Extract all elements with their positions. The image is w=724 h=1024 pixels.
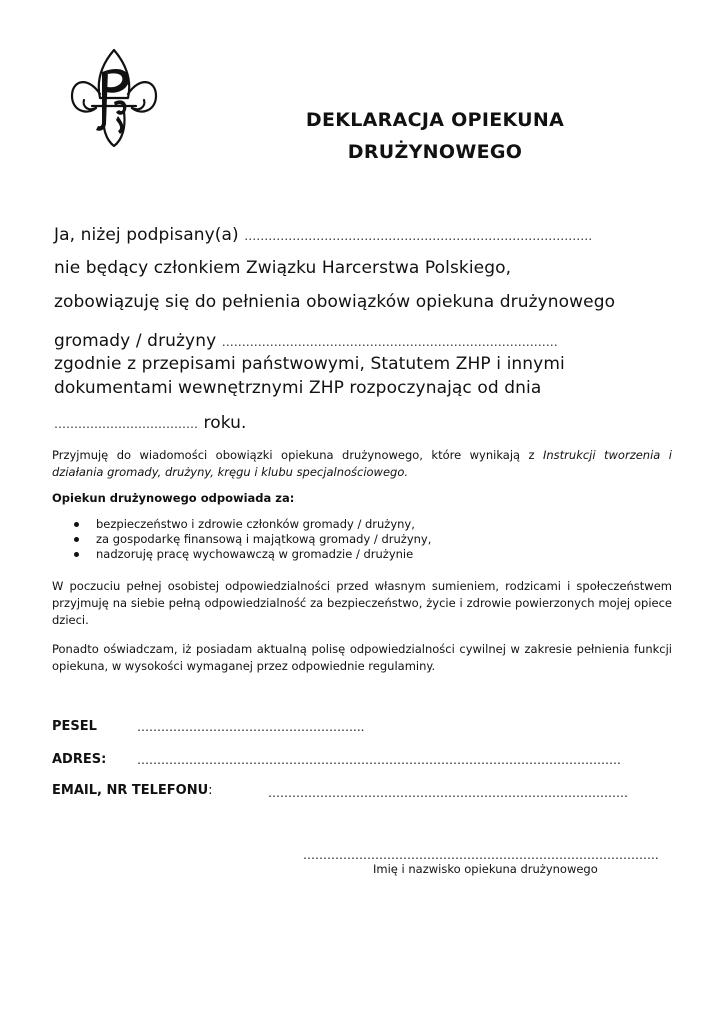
instruction-title: Instrukcji tworzenia i działania gromady, drużyny, kręgu i klubu specjalnościowego.: [52, 448, 672, 479]
responsibility-heading: Opiekun drużynowego odpowiada za:: [52, 491, 295, 505]
signature-caption: Imię i nazwisko opiekuna drużynowego: [373, 862, 598, 876]
zhp-logo: [66, 46, 162, 150]
acceptance-paragraph: [52, 447, 672, 481]
contact-label: EMAIL, NR TELEFONU:: [52, 783, 213, 798]
unit-dotted-line: …………………………………………………………………………: [221, 335, 558, 349]
declaration-line-name: [54, 225, 592, 245]
date-dotted-line: ………………………………: [54, 417, 198, 431]
pesel-field[interactable]: ………………………………………………...: [137, 720, 365, 734]
list-item: za gospodarkę finansową i majątkową gromady / drużyny,: [72, 532, 431, 547]
bullet-icon: [74, 522, 79, 527]
declaration-line-unit: [54, 331, 558, 351]
declaration-line-nonmember: nie będący członkiem Związku Harcerstwa Polskiego,: [54, 258, 512, 278]
name-dotted-line: ……………………………………………………………………………: [244, 229, 593, 243]
list-item: bezpieczeństwo i zdrowie członków gromady / drużyny,: [72, 517, 431, 532]
declaration-line-date: [54, 413, 247, 433]
declaration-line-commitment: zobowiązuję się do pełnienia obowiązków opiekuna drużynowego: [54, 292, 616, 312]
bullet-icon: [74, 537, 79, 542]
insurance-paragraph: Ponadto oświadczam, iż posiadam aktualną polisę odpowiedzialności cywilnej w zakresie pełnienia funkcji opiekuna, w wysokości wymaganej przez odpowiednie regulaminy.: [52, 642, 672, 673]
pesel-label: PESEL: [52, 719, 97, 734]
list-item: nadzoruję pracę wychowawczą w gromadzie / drużynie: [72, 547, 431, 562]
address-field[interactable]: ………………………………………………………………………………………………………….: [137, 753, 621, 767]
contact-field[interactable]: ………………………………………………………………………………: [268, 786, 628, 800]
signature-line[interactable]: ……………………………………………………………………………..: [303, 848, 659, 862]
document-title-line2: DRUŻYNOWEGO: [347, 141, 523, 163]
date-suffix: roku.: [198, 413, 247, 433]
acceptance-text: Przyjmuję do wiadomości obowiązki opiekuna drużynowego, które wynikają z: [52, 448, 543, 462]
address-label: ADRES:: [52, 752, 107, 767]
declaration-line-regulations: zgodnie z przepisami państwowymi, Statutem ZHP i innymi: [54, 354, 565, 374]
unit-label: gromady / drużyny: [54, 331, 222, 351]
responsibility-list: [72, 517, 431, 562]
declaration-name-label: Ja, niżej podpisany(a): [54, 225, 245, 245]
declaration-line-documents: dokumentami wewnętrznymi ZHP rozpoczynając od dnia: [54, 378, 542, 398]
responsibility-paragraph: W poczuciu pełnej osobistej odpowiedzialności przed własnym sumieniem, rodzicami i społeczeństwem przyjmuję na siebie pełną odpowiedzialność za bezpieczeństwo, życie i zdrowie powierzonych mojej opiece dzieci.: [52, 579, 672, 627]
bullet-icon: [74, 552, 79, 557]
document-title-line1: DEKLARACJA OPIEKUNA: [305, 109, 565, 131]
